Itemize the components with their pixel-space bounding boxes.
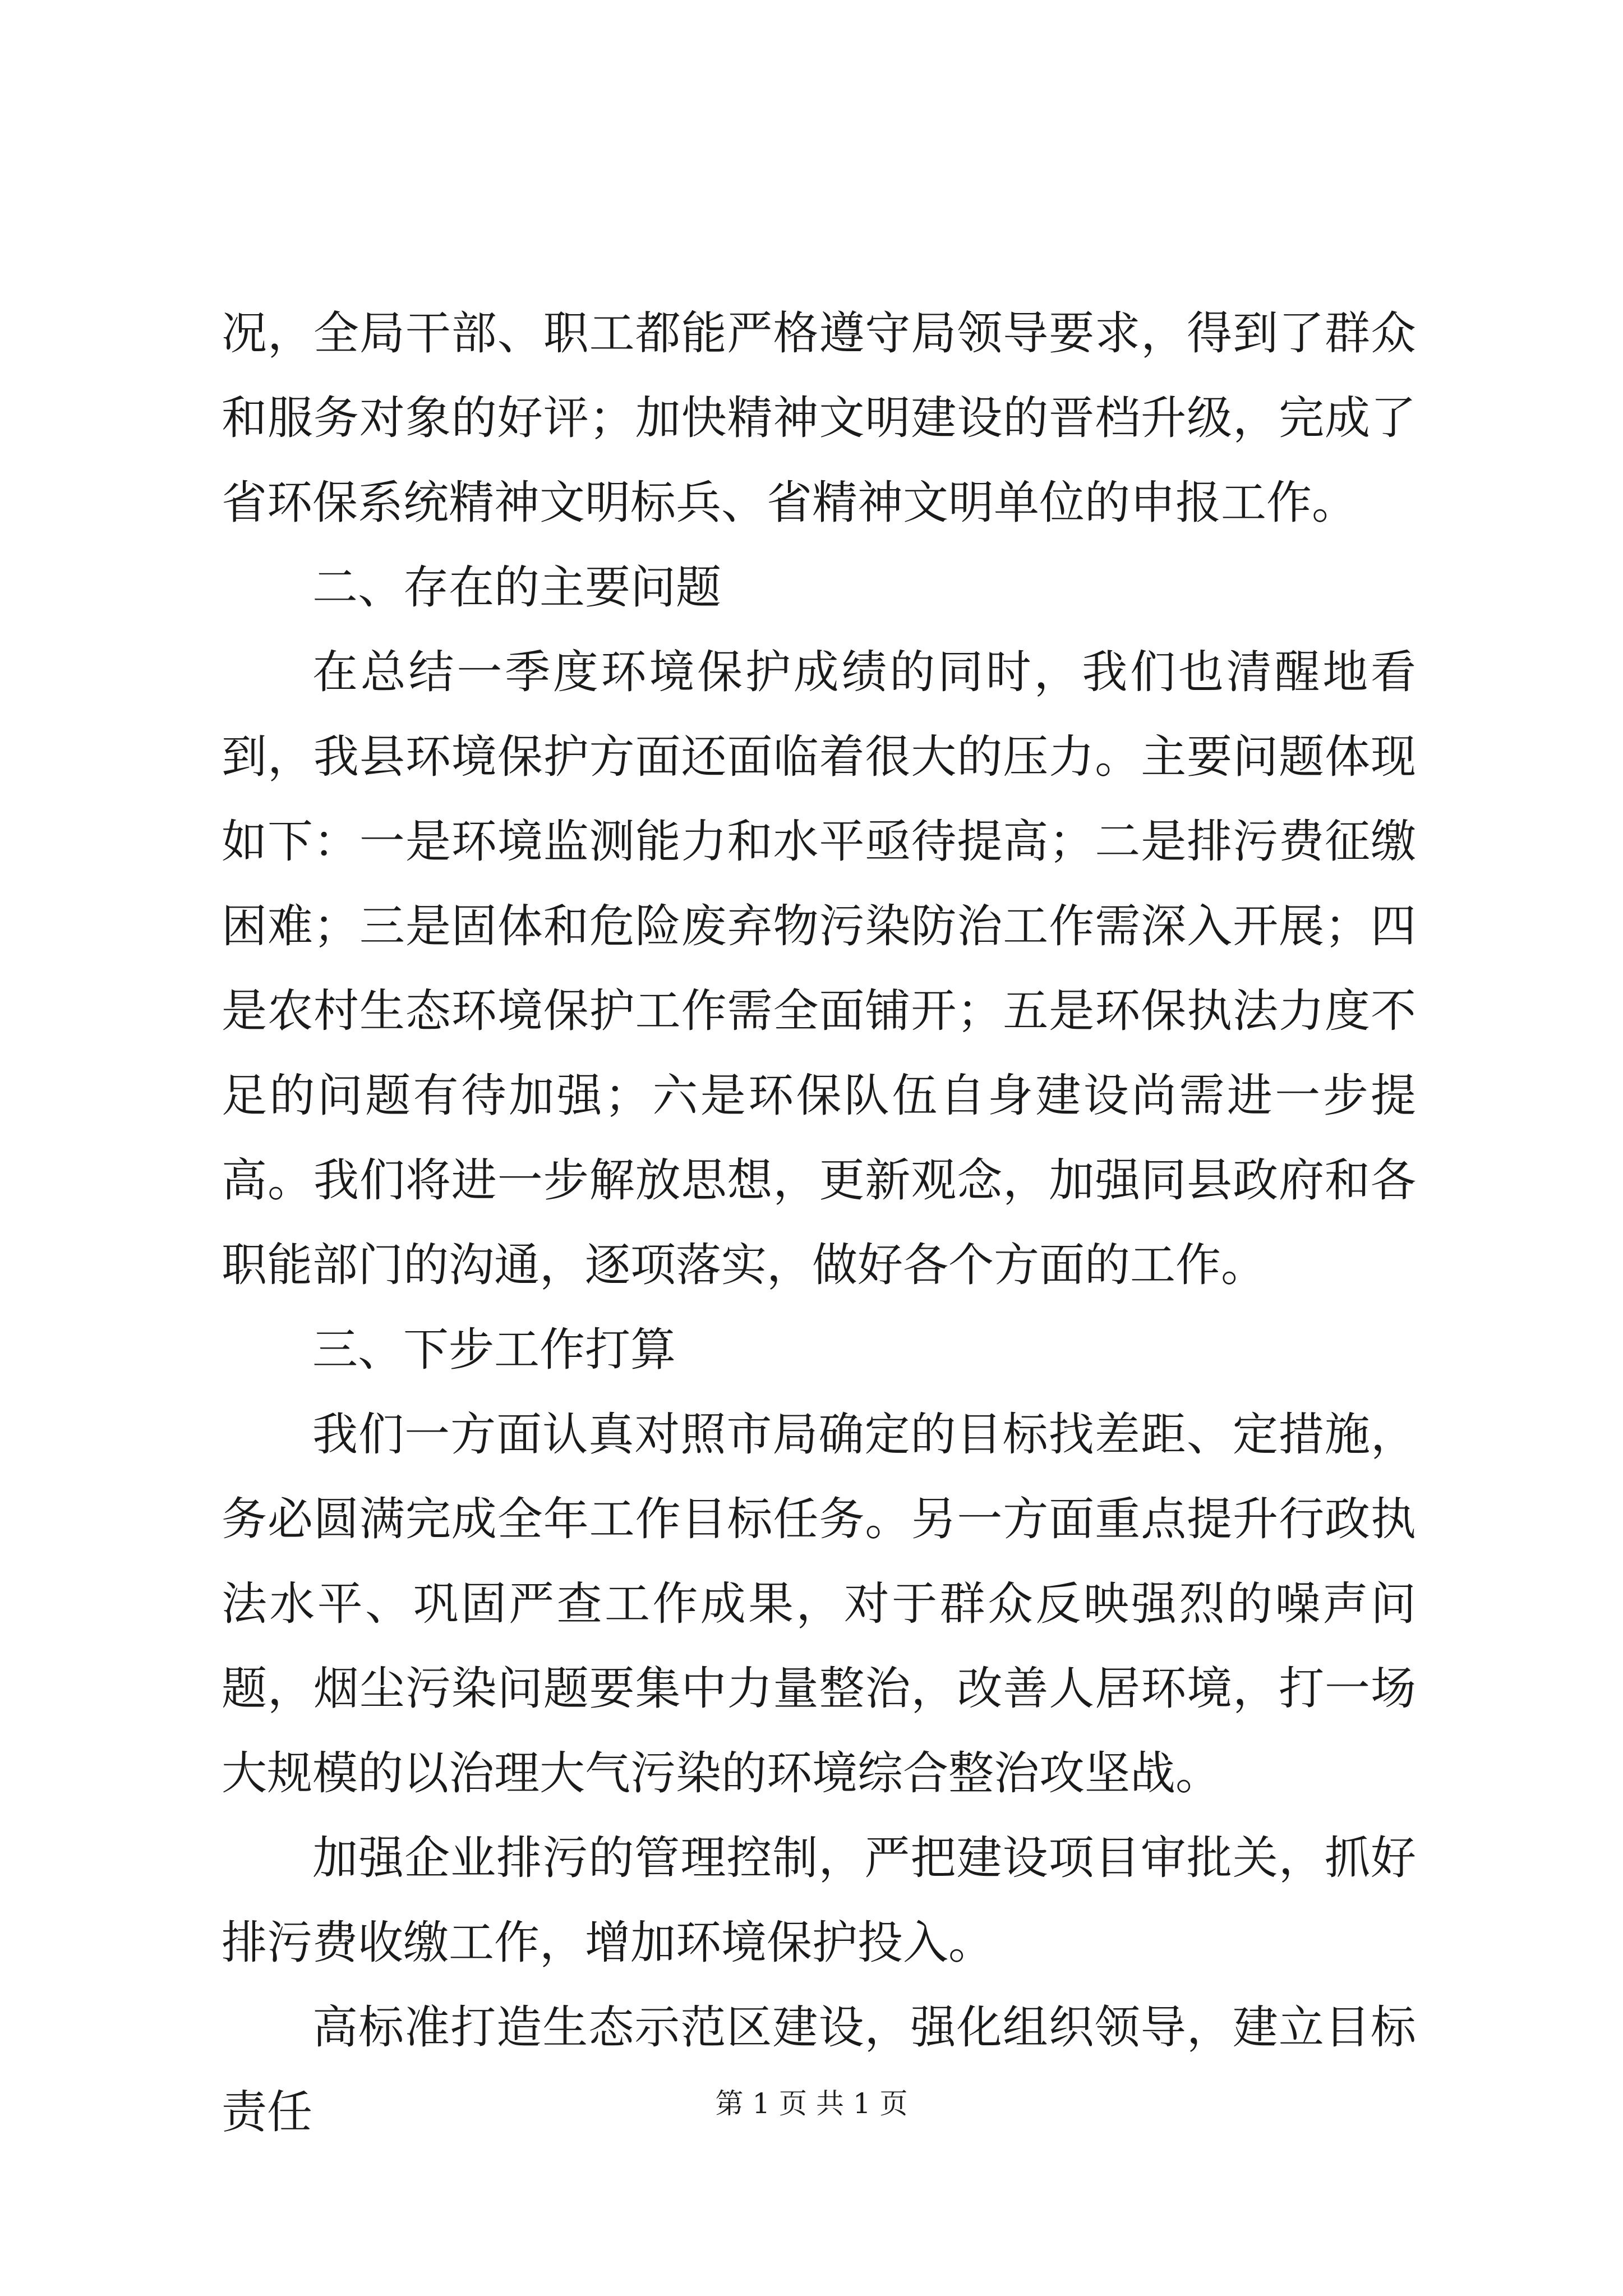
paragraph-continuation: 况，全局干部、职工都能严格遵守局领导要求，得到了群众和服务对象的好评；加快精神文明建设的晋档升级，完成了省环保系统精神文明标兵、省精神文明单位的申报工作。 <box>222 307 1416 530</box>
page-footer: 第 1 页 共 1 页 <box>715 2087 908 2120</box>
paragraph-eco-demo-zone: 高标准打造生态示范区建设，强化组织领导，建立目标责任 <box>222 2001 1416 2139</box>
document-body <box>222 292 1416 2155</box>
section-heading-problems: 二、存在的主要问题 <box>312 562 722 614</box>
section-heading-next-steps: 三、下步工作打算 <box>312 1324 676 1377</box>
paragraph-emission-control: 加强企业排污的管理控制，严把建设项目审批关，抓好排污费收缴工作，增加环境保护投入。 <box>222 1832 1416 1970</box>
paragraph-next-steps: 我们一方面认真对照市局确定的目标找差距、定措施，务必圆满完成全年工作目标任务。另一方面重点提升行政执法水平、巩固严查工作成果，对于群众反映强烈的噪声问题，烟尘污染问题要集中力量整治，改善人居环境，打一场大规模的以治理大气污染的环境综合整治攻坚战。 <box>222 1409 1416 1800</box>
paragraph-problems: 在总结一季度环境保护成绩的同时，我们也清醒地看到，我县环境保护方面还面临着很大的压力。主要问题体现如下：一是环境监测能力和水平亟待提高；二是排污费征缴困难；三是固体和危险废弃物污染防治工作需深入开展；四是农村生态环境保护工作需全面铺开；五是环保执法力度不足的问题有待加强；六是环保队伍自身建设尚需进一步提高。我们将进一步解放思想，更新观念，加强同县政府和各职能部门的沟通，逐项落实，做好各个方面的工作。 <box>222 646 1416 1292</box>
